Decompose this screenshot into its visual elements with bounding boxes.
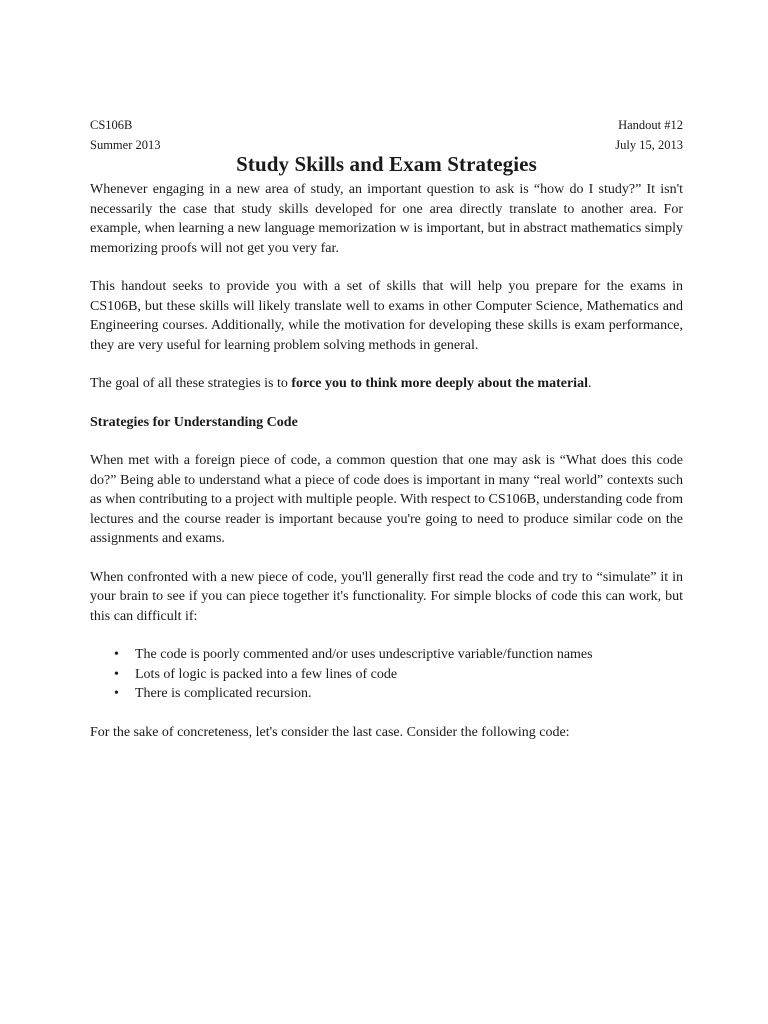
intro-paragraph: Whenever engaging in a new area of study, an important question to ask is “how do I study?” It isn't necessarily the case that study skills developed for one area directly translate to another area. For example, when learning a new language memorization w is important, but in abstract mathematics simply memorizing proofs will not get you very far.: [90, 182, 683, 256]
list-item-text: The code is poorly commented and/or uses undescriptive variable/function names: [135, 647, 593, 662]
goal-suffix: .: [587, 376, 592, 391]
simulate-paragraph: When confronted with a new piece of code, you'll generally first read the code and try to “simulate” it in your brain to see if you can piece together it's functionality. For simple blocks of code this can work, but this can difficult if:: [90, 569, 683, 624]
purpose-paragraph: This handout seeks to provide you with a set of skills that will help you prepare for the exams in CS106B, but these skills will likely translate well to exams in other Computer Science, Mathematics and Engineering courses. Additionally, while the motivation for developing these skills is exam performance, they are very useful for learning problem solving methods in general.: [90, 279, 683, 353]
section-heading: Strategies for Understanding Code: [90, 414, 298, 430]
goal-emphasis: force you to think more deeply about the material: [291, 376, 588, 391]
list-item: [90, 645, 683, 665]
term: Summer 2013: [90, 138, 161, 152]
course-code: CS106B: [90, 118, 133, 132]
bullet-icon: •: [114, 686, 119, 701]
concreteness-paragraph: For the sake of concreteness, let's consider the last case. Consider the following code:: [90, 724, 570, 740]
difficulty-list: [90, 645, 683, 704]
document-title: Study Skills and Exam Strategies: [236, 152, 537, 176]
document-page: [90, 115, 683, 761]
goal-paragraph: [90, 374, 683, 394]
goal-prefix: The goal of all these strategies is to: [90, 376, 292, 391]
bullet-icon: •: [114, 647, 119, 662]
header-row-1: [90, 115, 683, 135]
handout-date: July 15, 2013: [615, 138, 683, 152]
list-item: [90, 665, 683, 685]
list-item: [90, 684, 683, 704]
handout-number: Handout #12: [618, 118, 683, 132]
list-item-text: There is complicated recursion.: [135, 686, 312, 701]
list-item-text: Lots of logic is packed into a few lines of code: [135, 666, 398, 682]
bullet-icon: •: [114, 666, 119, 682]
foreign-code-paragraph: When met with a foreign piece of code, a common question that one may ask is “What does this code do?” Being able to understand what a piece of code does is important in many “real world” contexts such as when contributing to a project with multiple people. With respect to CS106B, understanding code from lectures and the course reader is important because you're going to need to produce similar code on the assignments and exams.: [90, 453, 683, 546]
